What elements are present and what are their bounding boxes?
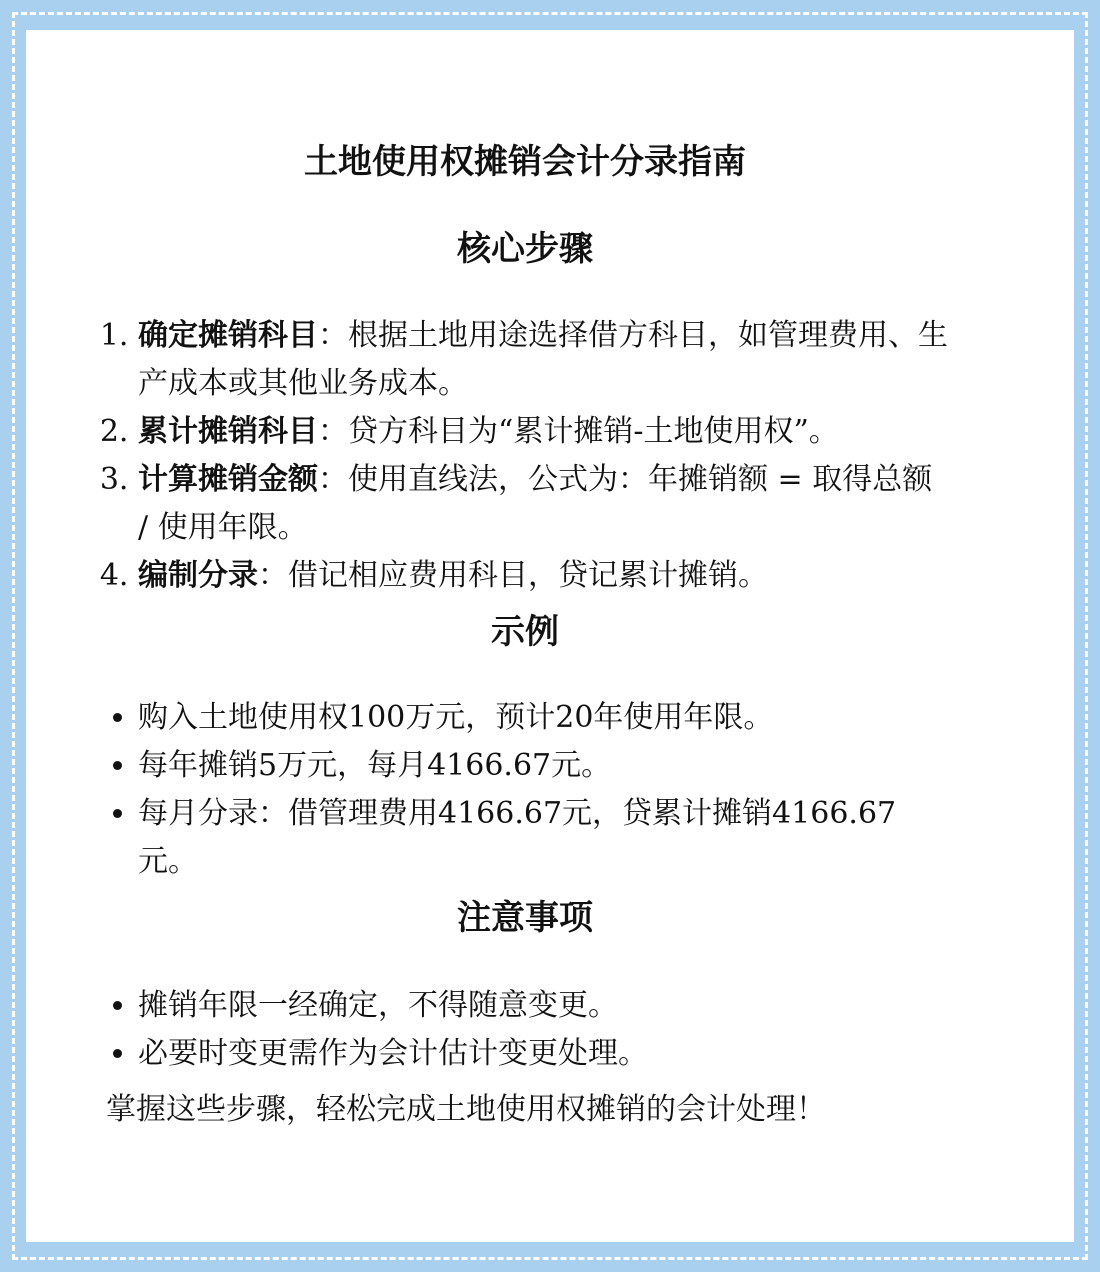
example-item: • 每年摊销5万元，每月4166.67元。: [138, 742, 950, 790]
step-text: 使用直线法，公式为：年摊销额 = 取得总额 / 使用年限。: [138, 462, 933, 545]
step-term: 确定摊销科目: [138, 318, 318, 353]
step-text: 借记相应费用科目，贷记累计摊销。: [288, 558, 768, 593]
step-separator: ：: [318, 462, 348, 497]
notes-heading: 注意事项: [457, 898, 593, 938]
step-separator: ：: [258, 558, 288, 593]
page-title: 土地使用权摊销会计分录指南: [304, 142, 746, 182]
step-text: 贷方科目为“累计摊销-土地使用权”。: [348, 414, 839, 449]
step-item: [138, 552, 950, 600]
step-separator: ：: [318, 414, 348, 449]
note-item: • 必要时变更需作为会计估计变更处理。: [138, 1030, 950, 1078]
notes-list-block: [100, 982, 950, 1078]
steps-list-block: [100, 312, 950, 600]
step-separator: ：: [318, 318, 348, 353]
example-heading: 示例: [491, 612, 559, 652]
step-text: 根据土地用途选择借方科目，如管理费用、生产成本或其他业务成本。: [138, 318, 948, 401]
note-item: • 摊销年限一经确定，不得随意变更。: [138, 982, 950, 1030]
closing-text: 掌握这些步骤，轻松完成土地使用权摊销的会计处理！: [106, 1092, 826, 1127]
notes-list: [100, 982, 950, 1078]
step-item: [138, 408, 950, 456]
step-item: [138, 312, 950, 408]
example-item: • 每月分录：借管理费用4166.67元，贷累计摊销4166.67元。: [138, 790, 950, 886]
steps-list: [100, 312, 950, 600]
step-term: 计算摊销金额: [138, 462, 318, 497]
step-item: [138, 456, 950, 552]
example-list: [100, 694, 950, 886]
step-term: 编制分录: [138, 558, 258, 593]
example-list-block: [100, 694, 950, 886]
example-item: • 购入土地使用权100万元，预计20年使用年限。: [138, 694, 950, 742]
step-term: 累计摊销科目: [138, 414, 318, 449]
steps-heading: 核心步骤: [457, 229, 593, 269]
